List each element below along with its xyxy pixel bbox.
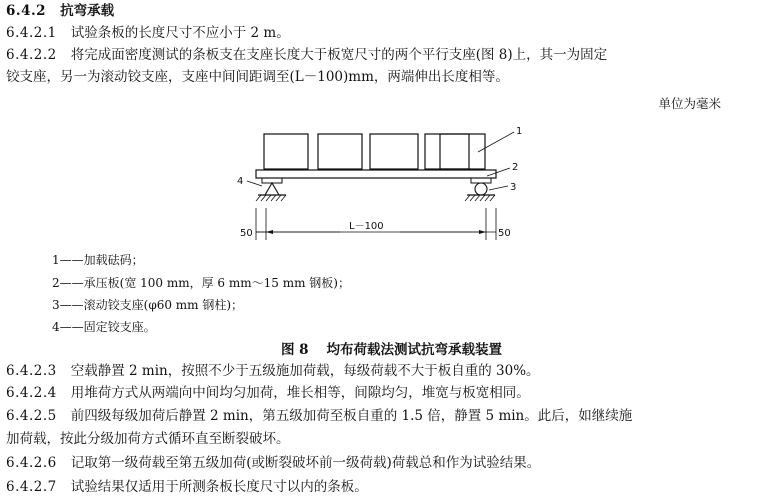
label-4: 4 xyxy=(237,176,244,187)
dim-left: 50 xyxy=(240,228,253,239)
load-weight xyxy=(370,134,418,169)
clause-text: 试验条板的长度尺寸不应小于 2 m。 xyxy=(70,25,290,41)
section-title: 抗弯承载 xyxy=(60,3,115,19)
load-weight xyxy=(318,134,362,169)
clause-number: 6.4.2.1 xyxy=(6,25,57,41)
clause-6-4-2-6 xyxy=(6,454,540,473)
clause-text: 空载静置 2 min，按照不少于五级施加荷载，每级荷载不大于板自重的 30%。 xyxy=(70,363,540,379)
legend-item-3: 3——滚动铰支座(φ60 mm 钢柱)； xyxy=(52,298,244,312)
figure-number: 图 8 xyxy=(280,342,309,358)
clause-6-4-2-5-continued xyxy=(6,430,290,449)
load-weight xyxy=(425,134,469,169)
clause-6-4-2-4 xyxy=(6,384,530,403)
strip-plank xyxy=(256,170,496,178)
clause-number: 6.4.2.6 xyxy=(6,455,57,471)
clause-number: 6.4.2.5 xyxy=(6,408,57,424)
clause-6-4-2-3 xyxy=(6,362,540,381)
label-3: 3 xyxy=(510,182,517,193)
dim-right: 50 xyxy=(498,228,511,239)
clause-6-4-2-7 xyxy=(6,478,368,497)
legend-item-2: 2——承压板(宽 100 mm，厚 6 mm～15 mm 钢板)； xyxy=(52,276,350,290)
label-2: 2 xyxy=(512,162,519,173)
ground-hatch xyxy=(256,195,286,201)
label-1: 1 xyxy=(516,126,523,137)
clause-text-continued: 铰支座，另一为滚动铰支座，支座中间间距调至(L－100)mm，两端伸出长度相等。 xyxy=(6,69,509,85)
clause-text: 试验结果仅适用于所测条板长度尺寸以内的条板。 xyxy=(70,479,368,495)
clause-number: 6.4.2.7 xyxy=(6,479,57,495)
figure-caption xyxy=(0,338,783,358)
legend-item-4: 4——固定铰支座。 xyxy=(52,320,156,334)
clause-text: 用堆荷方式从两端向中间均匀加荷，堆长相等，间隙均匀，堆宽与板宽相同。 xyxy=(70,385,530,401)
clause-text: 前四级每级加荷后静置 2 min，第五级加荷至板自重的 1.5 倍，静置 5 min。此后，如继续施 xyxy=(70,408,633,424)
clause-6-4-2-5 xyxy=(6,407,632,426)
ground-hatch xyxy=(465,195,495,201)
fixed-hinge-support xyxy=(265,183,279,195)
clause-text: 记取第一级荷载至第五级加荷(或断裂破坏前一级荷载)荷载总和作为试验结果。 xyxy=(70,455,541,471)
load-weight xyxy=(264,134,308,169)
clause-text: 将完成面密度测试的条板支在支座长度大于板宽尺寸的两个平行支座(图 8)上，其一为固定 xyxy=(70,47,608,63)
dim-middle: L－100 xyxy=(349,221,384,232)
clause-number: 6.4.2.2 xyxy=(6,47,57,63)
bearing-plate xyxy=(471,178,491,183)
unit-note: 单位为毫米 xyxy=(658,96,721,111)
figure-title: 均布荷载法测试抗弯承载装置 xyxy=(326,342,503,358)
clause-number: 6.4.2.3 xyxy=(6,363,57,379)
clause-text-continued: 加荷载，按此分级加荷方式循环直至断裂破坏。 xyxy=(6,431,290,447)
clause-number: 6.4.2.4 xyxy=(6,385,57,401)
legend-item-1: 1——加载砝码； xyxy=(52,253,144,267)
roller-hinge-support xyxy=(475,183,487,195)
section-number: 6.4.2 xyxy=(6,3,47,19)
